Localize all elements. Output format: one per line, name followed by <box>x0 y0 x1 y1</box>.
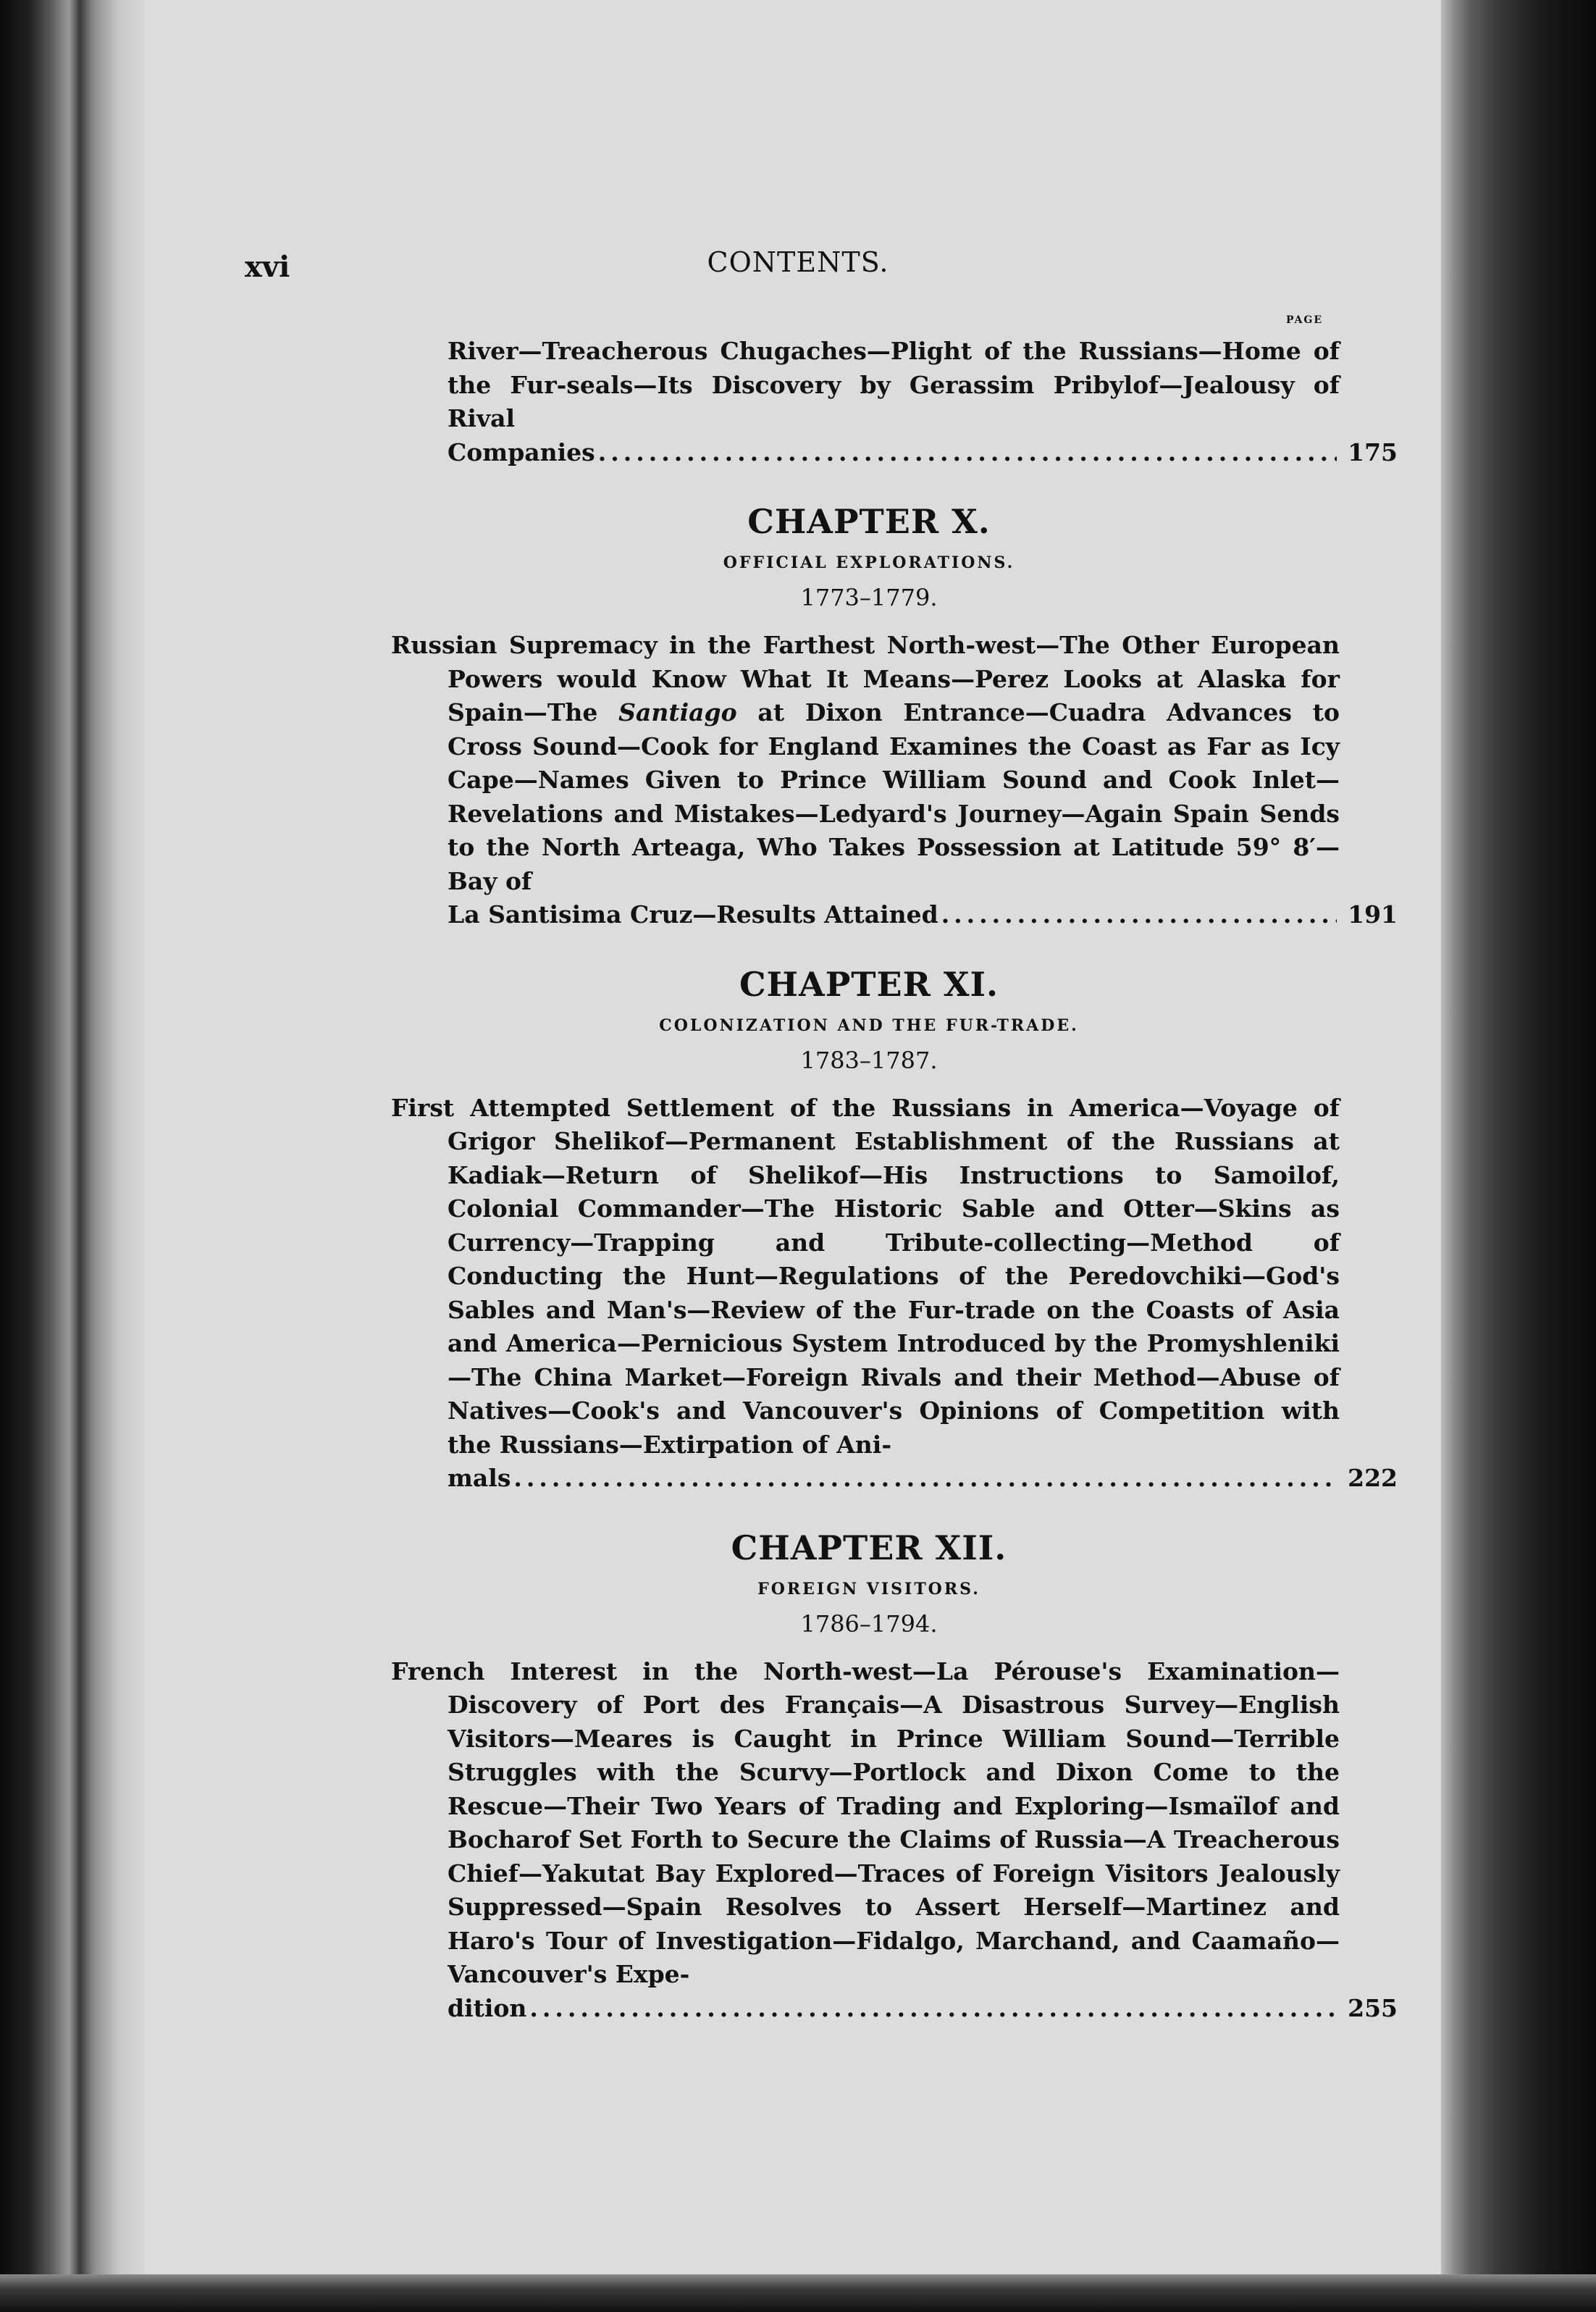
entry-last-text: Companies <box>448 437 595 466</box>
page-folio: xvi <box>245 250 290 284</box>
page-column-label: PAGE <box>1286 314 1323 326</box>
chapter-summary <box>391 629 1398 932</box>
chapter-heading: CHAPTER XI. <box>739 964 999 1004</box>
entry-last-text: La Santisima Cruz—Results Attained <box>448 900 938 929</box>
chapter-subtitle: FOREIGN VISITORS. <box>757 1579 980 1599</box>
entry-last-line <box>448 1992 1398 2026</box>
entry-summary: River—Treacherous Chugaches—Plight of the Russians—Home of the Fur-seals—Its Discovery by Gerassim Pribylof—Jealousy of Rival <box>448 337 1340 432</box>
chapter-heading: CHAPTER XII. <box>731 1528 1007 1567</box>
dot-leader <box>941 898 1337 932</box>
page-number: 175 <box>1348 437 1398 466</box>
dot-leader <box>529 1992 1337 2026</box>
entry-last-text: mals <box>448 1464 511 1492</box>
table-of-contents <box>391 335 1398 2025</box>
chapter-years: 1786–1794. <box>800 1609 938 1638</box>
summary-text: at Dixon Entrance—Cuadra Advances to Cross Sound—Cook for England Examines the Coast as Far as Icy Cape—Names Given to Prince William Sound and Cook Inlet—Revelations and Mistakes—Ledyard's Journey—Again Spain Sends to the North Arteaga, Who Takes Possession at Latitude 59° 8′—Bay of <box>448 698 1340 895</box>
chapter-subtitle: OFFICIAL EXPLORATIONS. <box>723 553 1015 572</box>
summary-text: French Interest in the North-west—La Pérouse's Examination—Discovery of Port des Français—A Disastrous Survey—English Visitors—Meares is Caught in Prince William Sound—Terrible Struggles with the Scurvy—Portlock and Dixon Come to the Rescue—Their Two Years of Trading and Exploring—Ismaïlof and Bocharof Set Forth to Secure the Claims of Russia—A Treacherous Chief—Yakutat Bay Explored—Traces of Foreign Visitors Jealously Suppressed—Spain Resolves to Assert Herself—Martinez and Haro's Tour of Investigation—Fidalgo, Marchand, and Caamaño—Vancouver's Expe- <box>391 1656 1340 1988</box>
page-number: 222 <box>1348 1464 1398 1492</box>
page-number: 191 <box>1348 900 1398 929</box>
chapter-summary <box>391 1655 1398 2026</box>
summary-text: Russian Supremacy in the Farthest North-west—The Other European Powers would Know What It Means—Perez Looks at Alaska for Spain—The <box>391 631 1340 726</box>
chapter-subtitle: COLONIZATION AND THE FUR-TRADE. <box>659 1015 1079 1035</box>
ship-name: Santiago <box>618 698 737 726</box>
page-number: 255 <box>1348 1993 1398 2022</box>
book-fore-edge <box>1441 0 1596 2312</box>
entry-last-line <box>448 898 1398 932</box>
book-binding-edge <box>0 0 145 2312</box>
toc-entry-chapter-9-continued <box>391 335 1398 469</box>
chapter-summary <box>391 1092 1398 1496</box>
entry-last-line <box>448 436 1398 470</box>
summary-text: First Attempted Settlement of the Russians in America—Voyage of Grigor Shelikof—Permanent Establishment of the Russians at Kadiak—Return of Shelikof—His Instructions to Samoilof, Colonial Commander—The Historic Sable and Otter—Skins as Currency—Trapping and Tribute-collecting—Method of Conducting the Hunt—Regulations of the Peredovchiki—God's Sables and Man's—Review of the Fur-trade on the Coasts of Asia and America—Pernicious System Introduced by the Promyshleniki—The China Market—Foreign Rivals and their Method—Abuse of Natives—Cook's and Vancouver's Opinions of Competition with the Russians—Extirpation of Ani- <box>391 1093 1340 1459</box>
chapter-years: 1783–1787. <box>800 1046 938 1074</box>
chapter-heading: CHAPTER X. <box>747 502 991 541</box>
dot-leader <box>513 1462 1337 1496</box>
entry-last-line <box>448 1462 1398 1496</box>
chapter-years: 1773–1779. <box>800 584 938 611</box>
running-title: CONTENTS. <box>707 246 889 278</box>
dot-leader <box>598 436 1337 470</box>
entry-last-text: dition <box>448 1993 527 2022</box>
book-bottom-edge <box>0 2274 1596 2312</box>
